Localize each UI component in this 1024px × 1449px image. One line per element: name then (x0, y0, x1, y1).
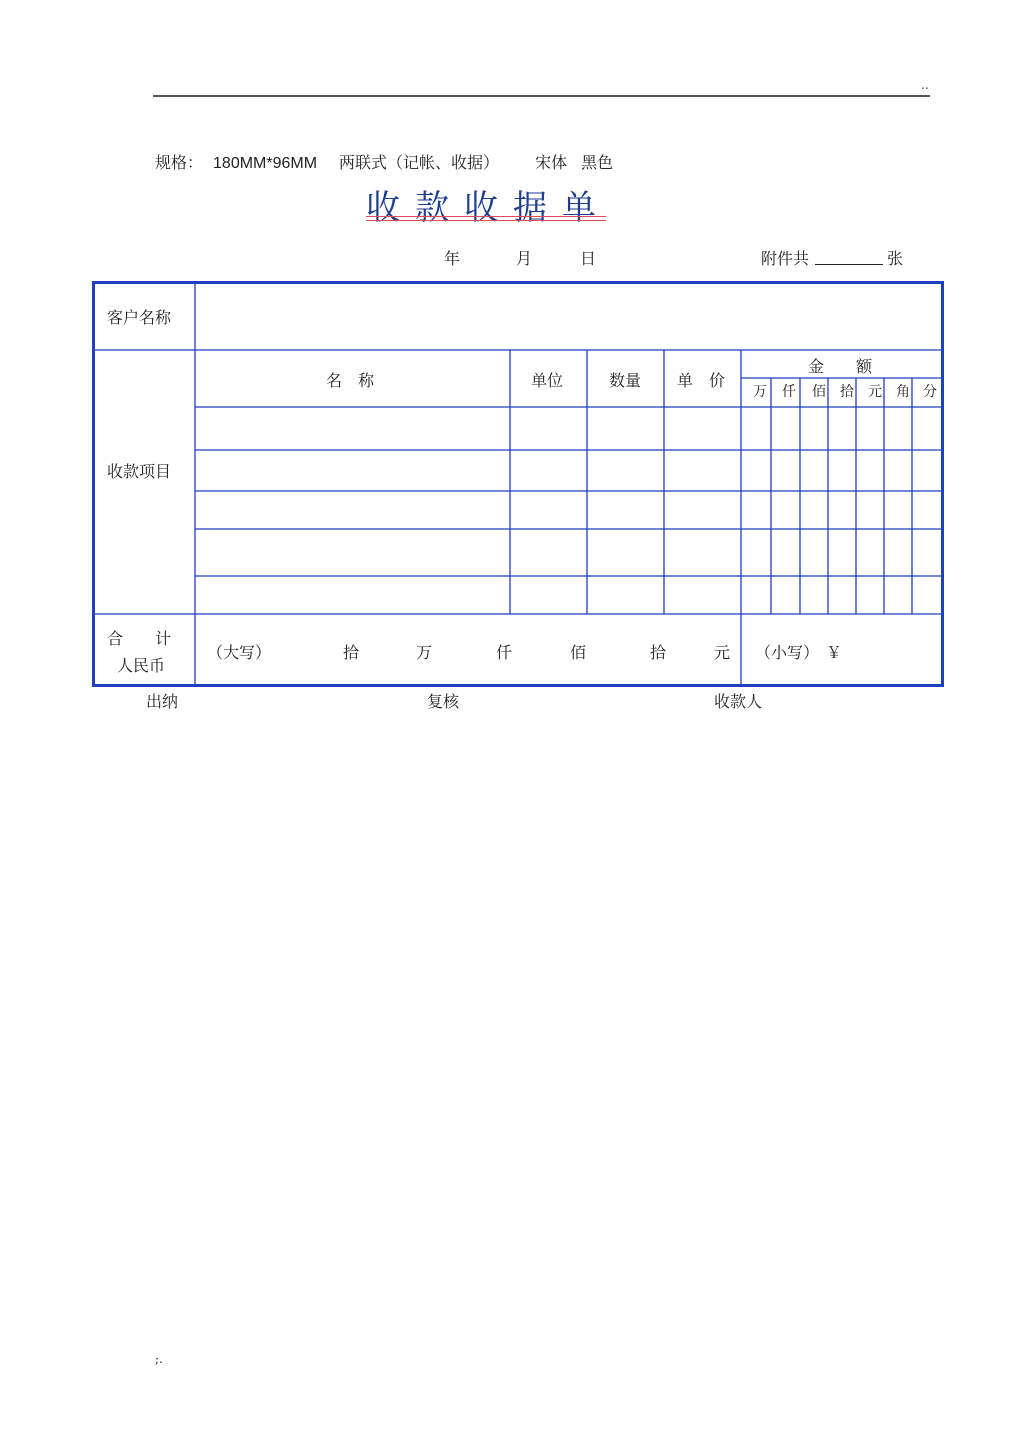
header-rule (153, 95, 930, 97)
rmb-label: 人民币 (117, 656, 166, 675)
amount-digit-shi: 拾 (840, 384, 854, 400)
spec-line (155, 150, 613, 173)
date-month-label: 月 (516, 249, 533, 268)
currency-symbol: ￥ (826, 643, 843, 662)
amount-digit-wan: 万 (753, 384, 767, 400)
items-label: 收款项目 (107, 462, 172, 481)
amount-digit-bai: 佰 (812, 384, 826, 400)
capital-unit-qian: 仟 (496, 643, 513, 662)
numeric-amount-label: （小写） (755, 643, 820, 662)
date-day-label: 日 (580, 249, 597, 268)
payee-label: 收款人 (714, 692, 763, 711)
customer-name-label: 客户名称 (107, 308, 172, 327)
attachment-count-field[interactable] (815, 264, 883, 265)
date-year-label: 年 (444, 249, 461, 268)
capital-amount-label: （大写） (207, 643, 272, 662)
cashier-label: 出纳 (146, 692, 179, 711)
spec-copies: 两联式（记帐、收据） (339, 153, 500, 172)
attachment-suffix: 张 (887, 249, 904, 268)
capital-unit-yuan: 元 (714, 643, 731, 662)
page-marker-top: .. (921, 78, 929, 92)
reviewer-label: 复核 (427, 692, 460, 711)
page-title: 收款收据单 (366, 188, 611, 228)
capital-unit-shi: 拾 (650, 643, 667, 662)
spec-label: 规格： (155, 153, 204, 172)
column-amount-header: 金 额 (808, 357, 873, 376)
column-unit-price-header: 单 价 (677, 371, 726, 390)
total-label: 合 计 (107, 629, 172, 648)
customer-name-field[interactable] (196, 285, 937, 348)
column-quantity-header: 数量 (609, 371, 642, 390)
amount-digit-fen: 分 (923, 384, 937, 400)
attachment-prefix: 附件共 (761, 249, 810, 268)
column-unit-header: 单位 (531, 371, 564, 390)
capital-unit-wan: 万 (416, 643, 433, 662)
items-entry-area[interactable] (196, 408, 937, 614)
spec-size: 180MM*96MM (213, 155, 318, 172)
capital-unit-bai: 佰 (570, 643, 587, 662)
title-underline (366, 216, 606, 222)
spec-font: 宋体 (535, 153, 568, 172)
amount-digit-qian: 仟 (782, 384, 796, 400)
amount-digit-yuan: 元 (868, 384, 882, 400)
amount-digit-jiao: 角 (896, 384, 910, 400)
page-marker-bottom: ;. (155, 1352, 163, 1366)
column-name-header: 名 称 (326, 371, 375, 390)
capital-unit-shi-wan: 拾 (343, 643, 360, 662)
spec-color: 黑色 (581, 153, 614, 172)
